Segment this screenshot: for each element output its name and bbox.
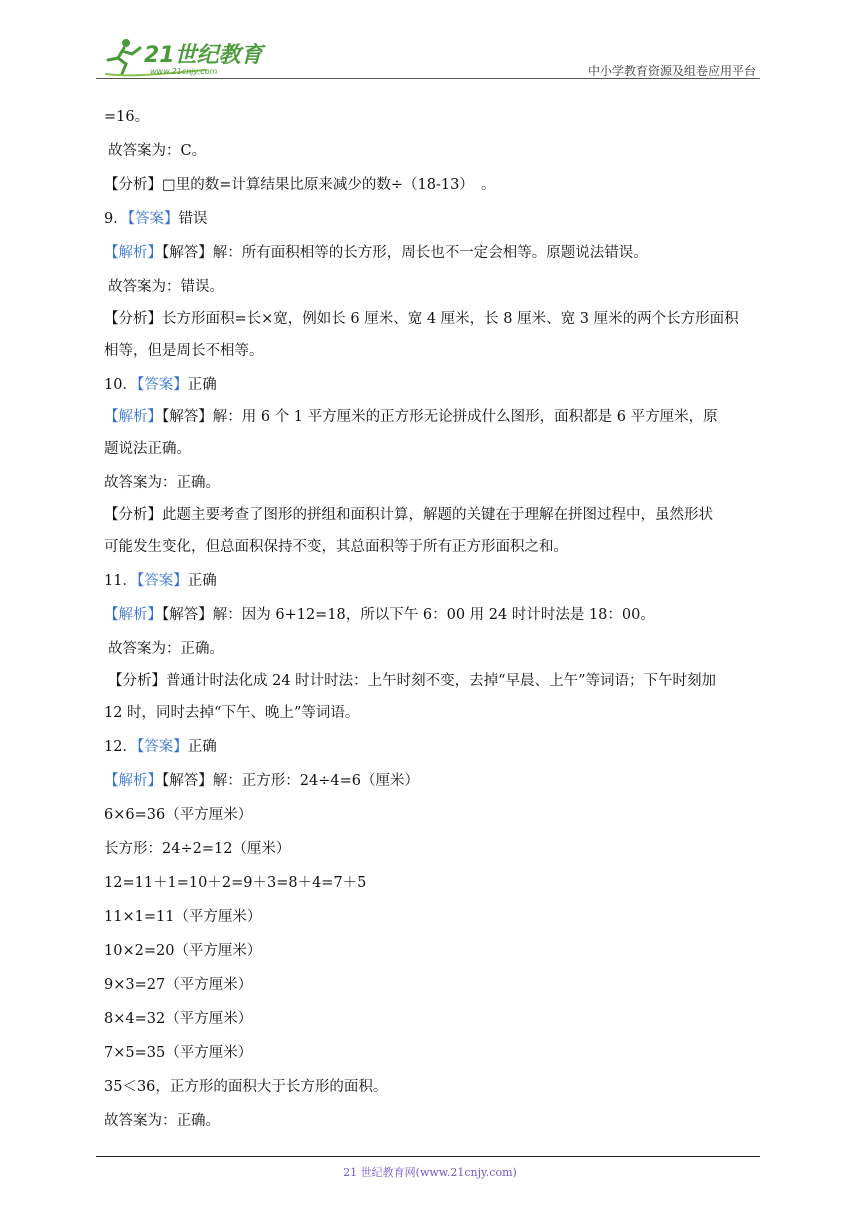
text-line [104,1104,764,1138]
page-footer[interactable]: 21 世纪教育网(www.21cnjy.com) [343,1166,517,1179]
text-segment: 故答案为：C。 [108,143,207,159]
section-tag: 【解析】 [104,409,162,425]
text-segment: 正确 [187,573,217,589]
text-segment: 【分析】长方形面积=长×宽，例如长 6 厘米、宽 4 厘米，长 8 厘米、宽 3 厘米的两个长方形面积 [104,311,739,327]
section-tag: 【答案】 [136,377,188,393]
text-line [104,368,764,402]
footer-divider [96,1156,760,1157]
text-line [104,202,764,236]
platform-name: 中小学教育资源及组卷应用平台 [587,64,756,78]
text-segment: 12． [104,739,137,755]
text-segment: 11． [104,573,137,589]
section-tag: 【解析】 [104,607,162,623]
text-segment: 相等，但是周长不相等。 [104,343,264,359]
text-segment: 35＜36，正方形的面积大于长方形的面积。 [104,1079,388,1095]
text-segment: 6×6=36（平方厘米） [104,807,253,823]
text-line [104,832,764,866]
text-segment: 故答案为：错误。 [108,279,224,295]
logo-text: 21世纪教育 [144,43,263,68]
text-line [104,1002,764,1036]
logo-url: www.21cnjy.com [150,67,218,76]
section-tag: 【解析】 [104,245,162,261]
text-line [104,100,764,134]
text-segment: 错误 [178,211,208,227]
text-segment: 故答案为：正确。 [104,475,220,491]
text-segment: 10． [104,377,137,393]
site-logo [96,34,296,78]
text-line [104,666,764,696]
text-segment: 9×3=27（平方厘米） [104,977,253,993]
section-tag: 【答案】 [136,739,188,755]
section-tag: 【解析】 [104,773,162,789]
section-tag: 【答案】 [127,211,179,227]
text-segment: 11×1=11（平方厘米） [104,909,262,925]
text-line [104,236,764,270]
text-segment: 长方形：24÷2=12（厘米） [104,841,291,857]
text-line [104,866,764,900]
section-tag: 【答案】 [136,573,188,589]
page-header [96,34,760,80]
header-divider [96,78,760,79]
text-segment: 【分析】普通计时法化成 24 时计时法：上午时刻不变，去掉“早晨、上午”等词语；下午时刻加 [108,673,716,689]
text-line [104,304,764,334]
text-segment: 【解答】解：所有面积相等的长方形，周长也不一定会相等。原题说法错误。 [162,245,648,261]
text-line [104,500,764,530]
text-line [104,598,764,632]
text-line [104,432,764,466]
text-segment: 【解答】解：正方形：24÷4=6（厘米） [162,773,419,789]
text-segment: 正确 [187,377,217,393]
text-segment: 【分析】□里的数=计算结果比原来减少的数÷（18-13） 。 [104,177,496,193]
text-line [104,764,764,798]
text-line [104,1036,764,1070]
text-line [104,632,764,666]
text-segment: 【解答】解：因为 6+12=18，所以下午 6：00 用 24 时计时法是 18：00。 [162,607,655,623]
text-segment: 【解答】解：用 6 个 1 平方厘米的正方形无论拼成什么图形，面积都是 6 平方厘米，原 [162,409,718,425]
text-line [104,270,764,304]
text-line [104,134,764,168]
text-segment: 题说法正确。 [104,441,191,457]
text-line [104,168,764,202]
text-line [104,530,764,564]
text-segment: 8×4=32（平方厘米） [104,1011,253,1027]
text-line [104,696,764,730]
text-segment: 正确 [187,739,217,755]
text-line [104,730,764,764]
text-segment: 【分析】此题主要考查了图形的拼组和面积计算，解题的关键在于理解在拼图过程中，虽然形状 [104,507,713,523]
text-segment: 12=11＋1=10＋2=9＋3=8＋4=7＋5 [104,875,367,891]
text-line [104,466,764,500]
text-line [104,798,764,832]
text-segment: 可能发生变化，但总面积保持不变，其总面积等于所有正方形面积之和。 [104,539,568,555]
answer-content [104,100,764,1138]
text-segment: 7×5=35（平方厘米） [104,1045,253,1061]
text-line [104,968,764,1002]
text-segment: 12 时，同时去掉“下午、晚上”等词语。 [104,705,360,721]
text-segment: 故答案为：正确。 [108,641,224,657]
text-line [104,564,764,598]
text-line [104,1070,764,1104]
text-segment: =16。 [104,109,150,125]
text-line [104,402,764,432]
text-segment: 10×2=20（平方厘米） [104,943,262,959]
text-line [104,934,764,968]
text-line [104,334,764,368]
text-segment: 故答案为：正确。 [104,1113,220,1129]
text-line [104,900,764,934]
text-segment: 9． [104,211,128,227]
